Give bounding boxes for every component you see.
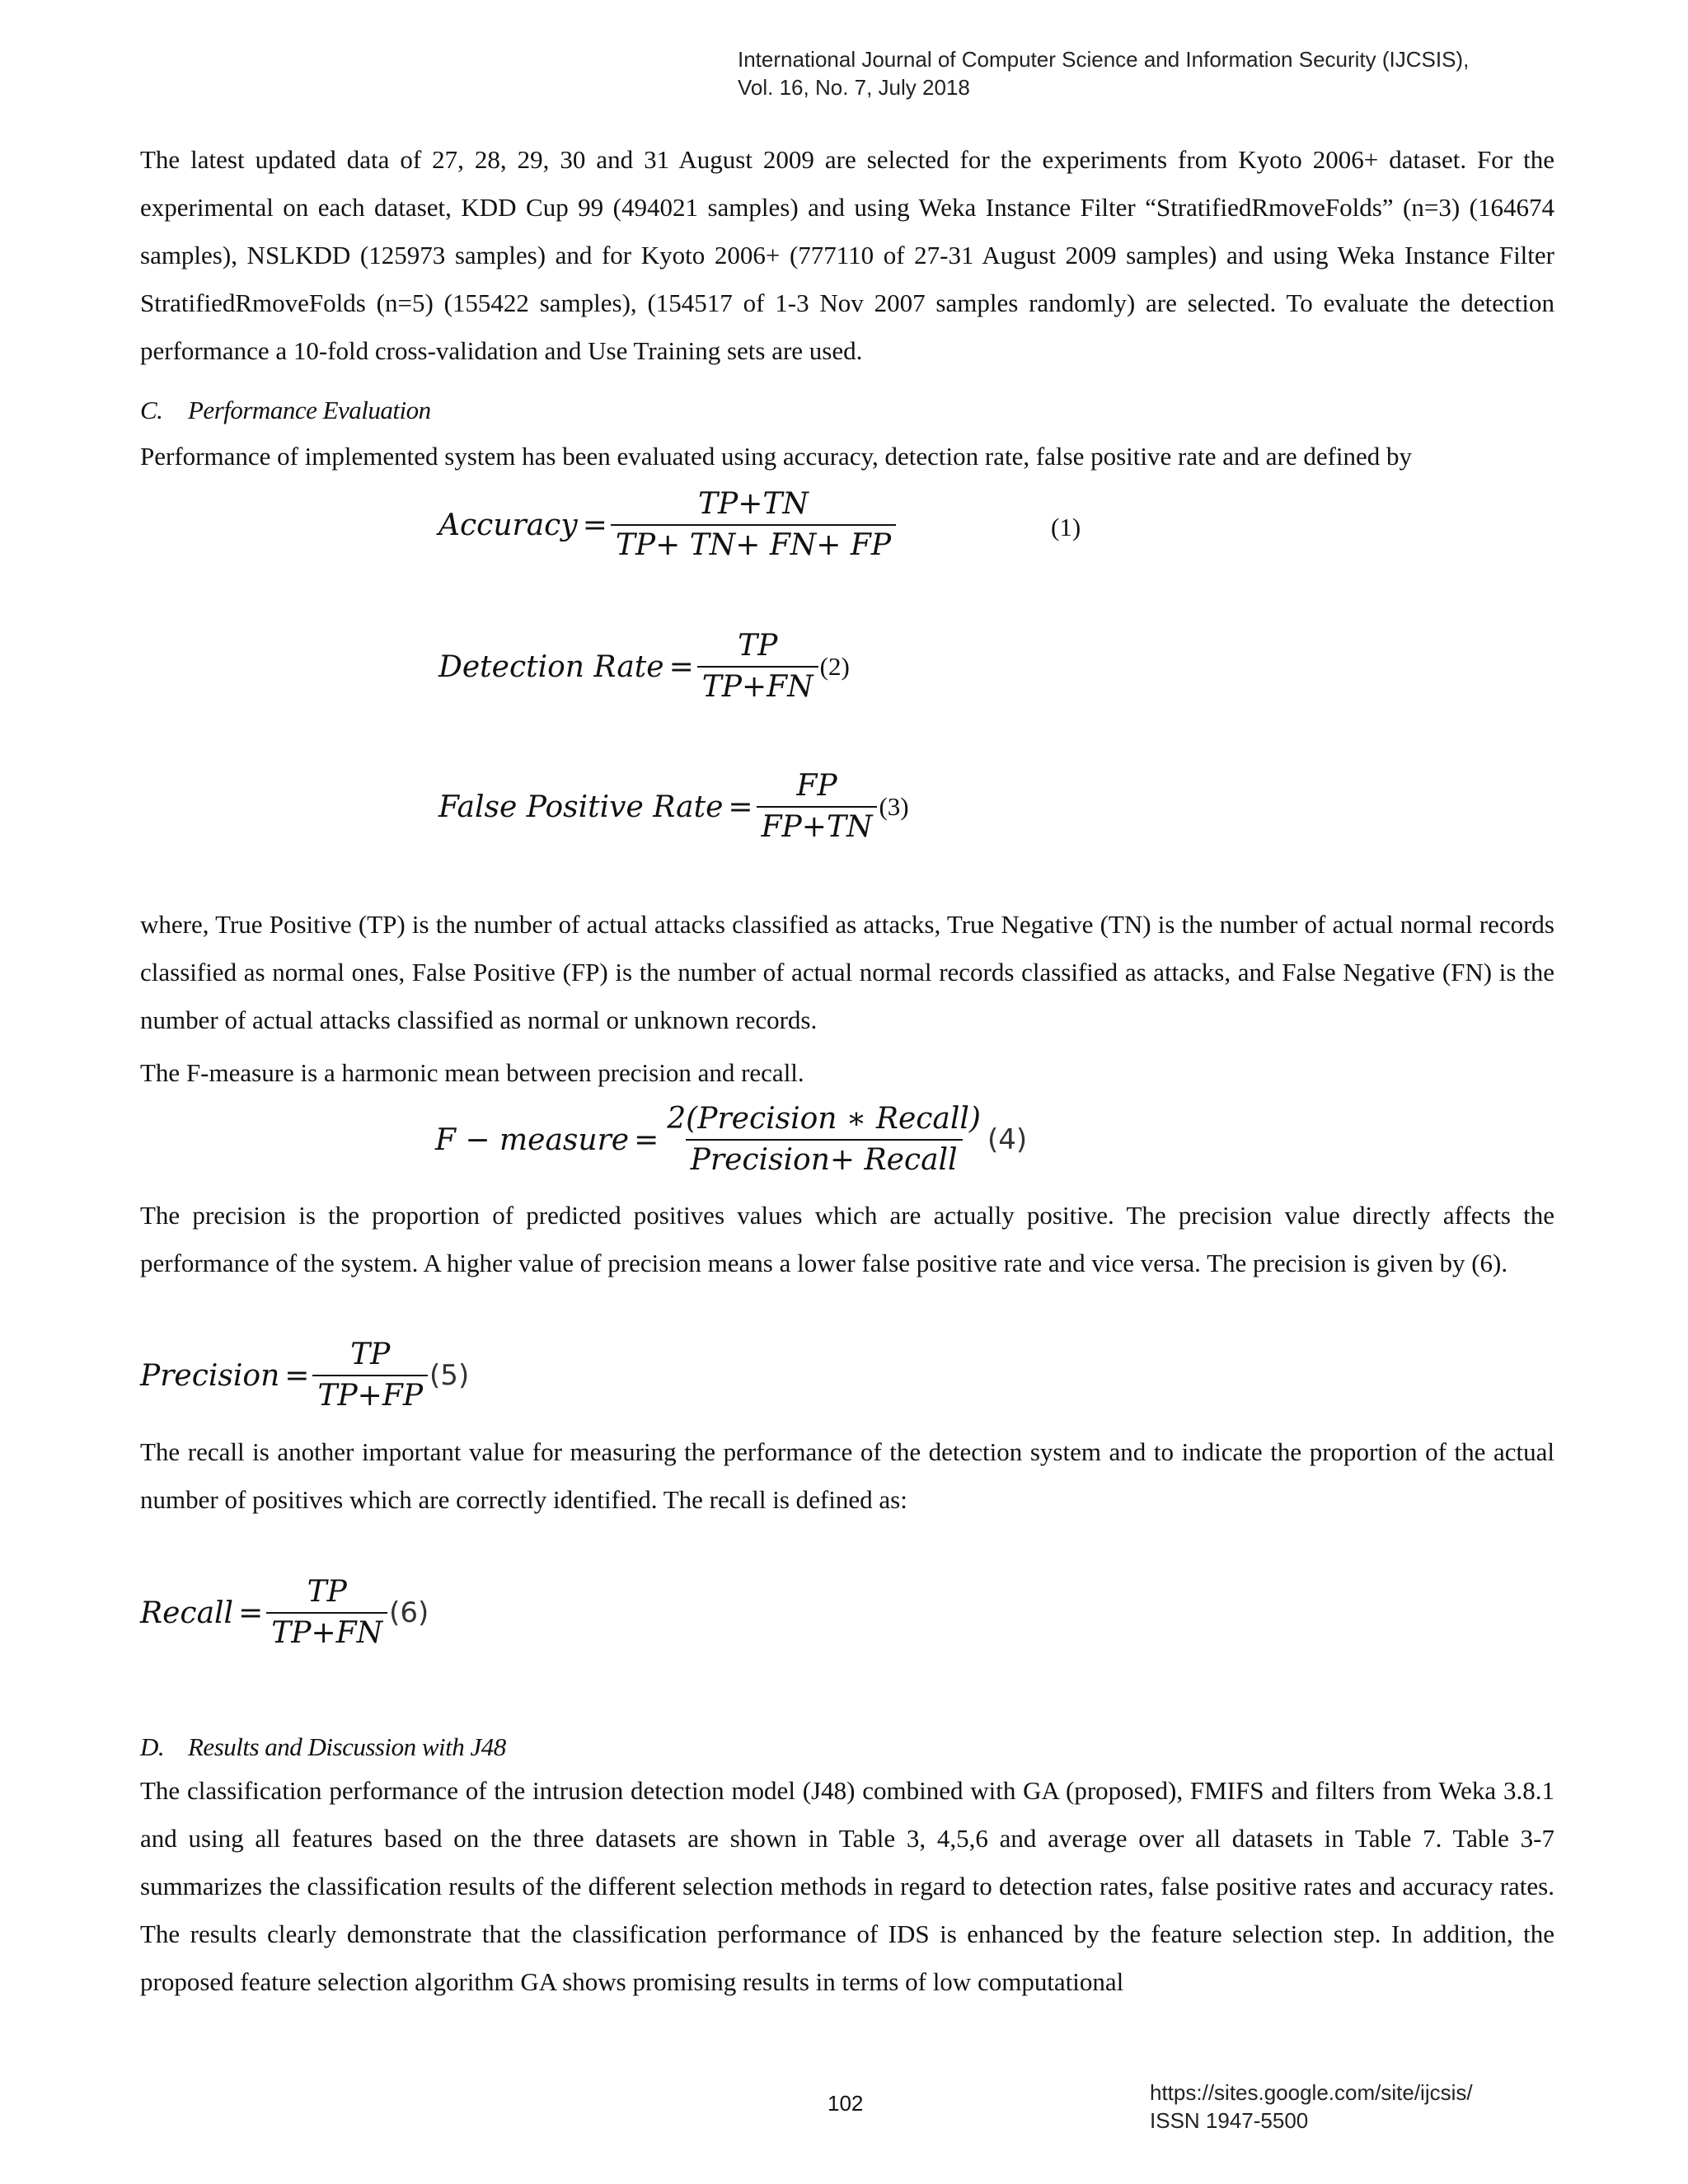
paragraph-precision: The precision is the proportion of predicted positives values which are actually positive. The precision value directly affects the performance of the system. A higher value of precision means a lower false positive rate and vice versa. The precision is given by (6). [140, 1201, 1554, 1277]
equation-number: (1) [1051, 513, 1081, 541]
fraction-numerator: TP [350, 1338, 391, 1371]
fraction-denominator: TP+FN [266, 1612, 387, 1652]
equation-number: (5) [429, 1359, 470, 1392]
paragraph-definitions: where, True Positive (TP) is the number of actual attacks classified as attacks, True Negative (TN) is the number of actual normal records classified as normal ones, False Positive (FP) is the number of actual normal records classified as attacks, and False Negative (FN) is the number of actual attacks classified as normal or unknown records. [140, 910, 1554, 1034]
fraction [662, 1101, 986, 1179]
fraction-numerator: 2(Precision ∗ Recall) [667, 1102, 981, 1136]
fraction-numerator: TP [738, 629, 778, 663]
paragraph-performance-intro: Performance of implemented system has been evaluated using accuracy, detection rate, false positive rate and are defined by [140, 442, 1413, 471]
fraction [312, 1337, 428, 1414]
equation-false-positive-rate [438, 768, 909, 846]
issn: ISSN 1947-5500 [1150, 2108, 1309, 2133]
paragraph-recall: The recall is another important value for measuring the performance of the detection system and to indicate the proportion of the actual number of positives which are correctly identified. The recall is defined as: [140, 1437, 1554, 1514]
fraction-numerator: TP+TN [698, 487, 809, 521]
equation-number: (6) [389, 1596, 429, 1629]
equals-sign: = [284, 1358, 310, 1393]
fraction-denominator: FP+TN [757, 806, 878, 846]
paragraph-dataset-selection: The latest updated data of 27, 28, 29, 30 and 31 August 2009 are selected for the experiments from Kyoto 2006+ dataset. For the experimental on each dataset, KDD Cup 99 (494021 samples) and using Weka Instance Filter “StratifiedRmoveFolds” (n=3) (164674 samples), NSLKDD (125973 samples) and for Kyoto 2006+ (777110 of 27-31 August 2009 samples) and using Weka Instance Filter StratifiedRmoveFolds (n=5) (155422 samples), (154517 of 1-3 Nov 2007 samples randomly) are selected. To evaluate the detection performance a 10-fold cross-validation and Use Training sets are used. [140, 145, 1554, 365]
paragraph-f-measure-intro: The F-measure is a harmonic mean between precision and recall. [140, 1058, 804, 1087]
fraction-denominator: TP+ TN+ FN+ FP [611, 524, 896, 564]
equals-sign: = [634, 1122, 659, 1157]
journal-url: https://sites.google.com/site/ijcsis/ [1150, 2080, 1473, 2105]
equation-lhs: Recall [140, 1596, 234, 1630]
equals-sign: = [728, 790, 753, 824]
journal-volume-line: Vol. 16, No. 7, July 2018 [738, 75, 970, 100]
equation-lhs: Precision [140, 1358, 280, 1393]
equation-lhs: F − measure [435, 1122, 630, 1157]
equation-lhs: Detection Rate [438, 649, 664, 684]
section-letter: D. [140, 1732, 165, 1761]
equation-precision [140, 1337, 469, 1414]
equation-number: (2) [819, 652, 850, 681]
footer-info [1150, 2079, 1473, 2135]
equation-detection-rate [438, 628, 850, 705]
equation-lhs: False Positive Rate [438, 790, 724, 824]
fraction [757, 768, 878, 846]
fraction-denominator: TP+FN [697, 666, 818, 705]
section-title: Performance Evaluation [188, 396, 431, 424]
section-heading-d [140, 1731, 506, 1764]
section-heading-c [140, 394, 431, 427]
fraction [266, 1574, 387, 1652]
equation-accuracy [438, 486, 898, 564]
equation-number: (4) [987, 1123, 1028, 1156]
equals-sign: = [238, 1596, 264, 1630]
journal-header [738, 45, 1469, 101]
equals-sign: = [582, 508, 607, 542]
fraction [611, 486, 896, 564]
fraction [697, 628, 818, 705]
fraction-denominator: Precision+ Recall [686, 1139, 963, 1179]
equation-lhs: Accuracy [438, 508, 578, 542]
fraction-numerator: FP [796, 769, 837, 803]
equals-sign: = [668, 649, 694, 684]
equation-f-measure [435, 1101, 1027, 1179]
page-number: 102 [828, 2091, 864, 2116]
journal-title-line: International Journal of Computer Science and Information Security (IJCSIS), [738, 47, 1470, 72]
fraction-numerator: TP [307, 1575, 347, 1609]
fraction-denominator: TP+FP [312, 1375, 428, 1414]
section-title: Results and Discussion with J48 [188, 1732, 506, 1761]
equation-recall [140, 1574, 429, 1652]
equation-number: (3) [879, 792, 909, 821]
paragraph-results: The classification performance of the intrusion detection model (J48) combined with GA (proposed), FMIFS and filters from Weka 3.8.1 and using all features based on the three datasets are shown in Table 3, 4,5,6 and average over all datasets in Table 7. Table 3-7 summarizes the classification results of the different selection methods in regard to detection rates, false positive rates and accuracy rates. The results clearly demonstrate that the classification performance of IDS is enhanced by the feature selection step. In addition, the proposed feature selection algorithm GA shows promising results in terms of low computational [140, 1776, 1554, 1996]
section-letter: C. [140, 396, 163, 424]
